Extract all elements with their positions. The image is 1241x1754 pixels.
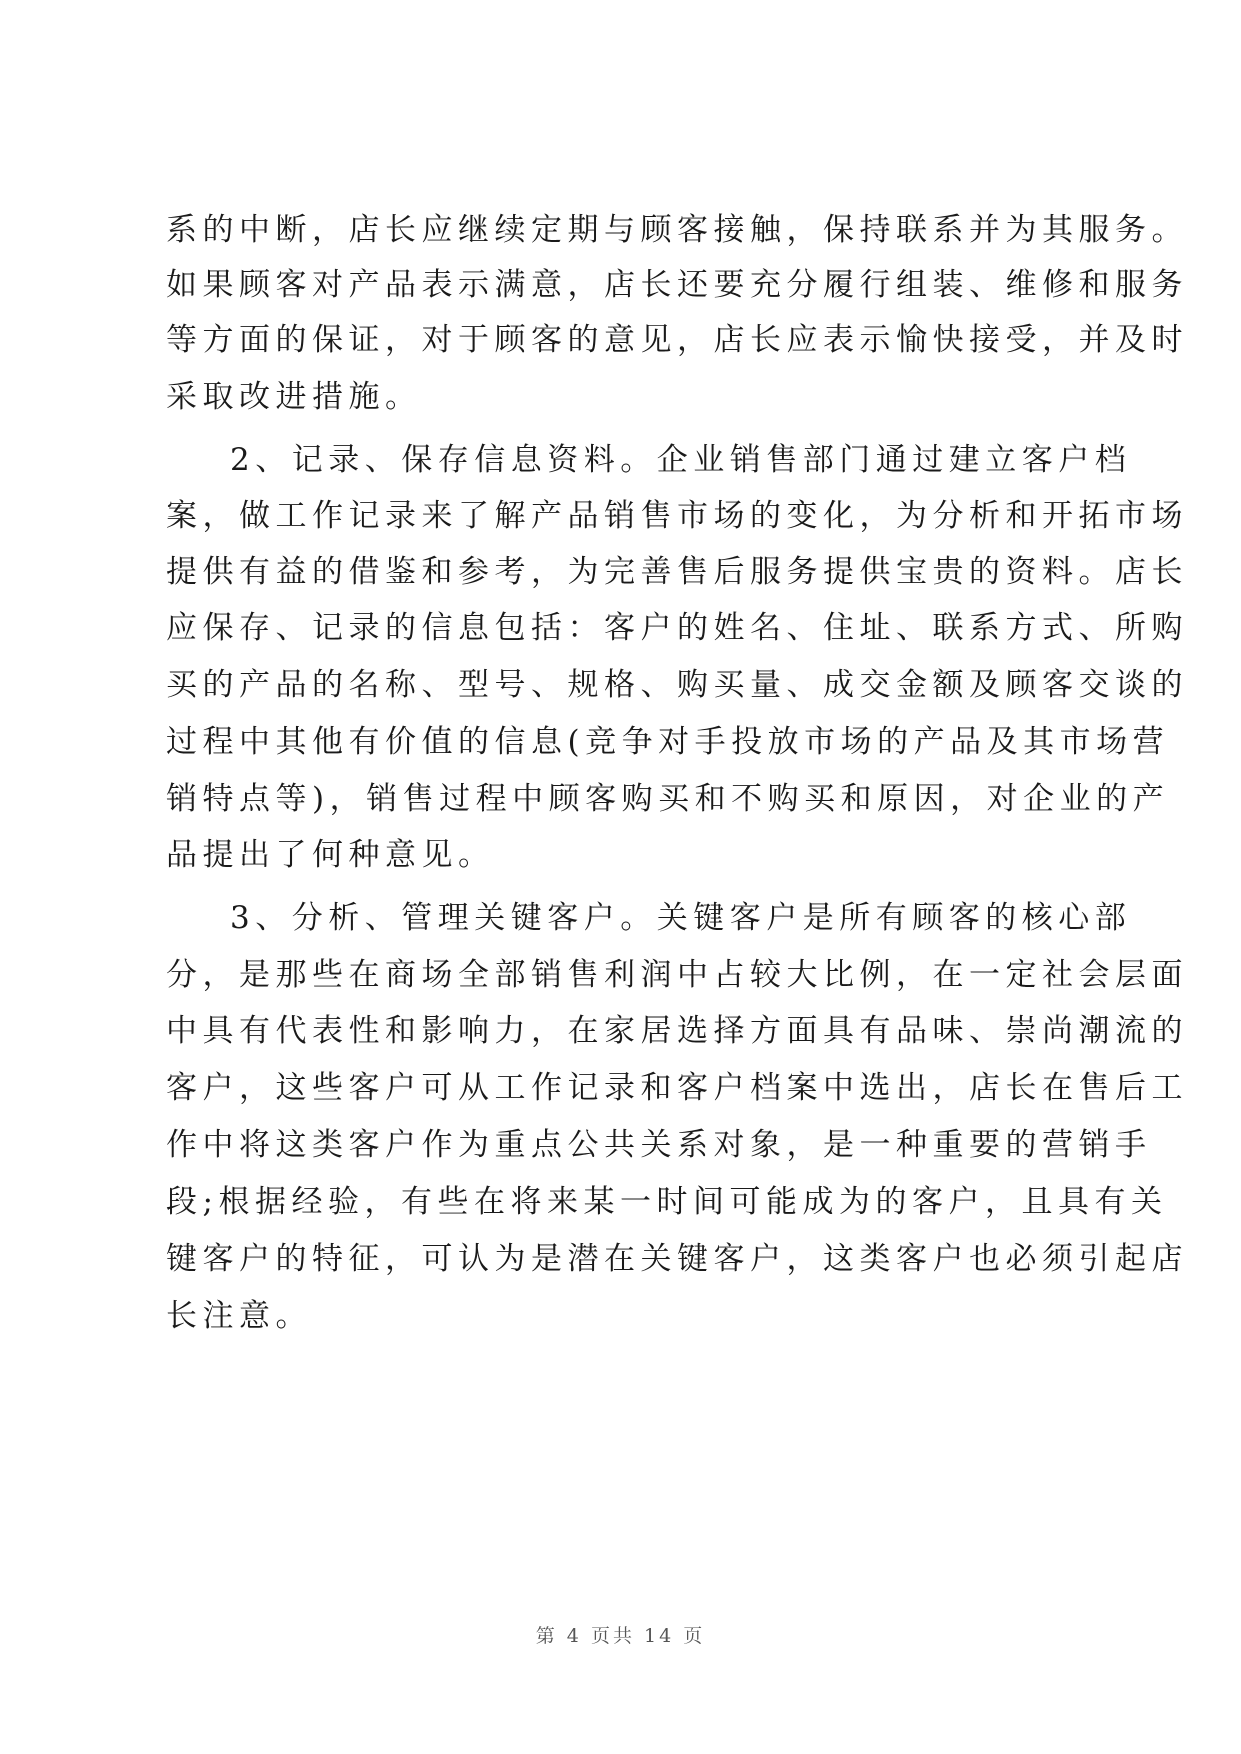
body-text-line: 销特点等)，销售过程中顾客购买和不购买和原因，对企业的产	[166, 781, 1170, 817]
footer-middle: 页共	[590, 1625, 635, 1647]
footer-prefix: 第	[535, 1625, 558, 1647]
body-text-line: 采取改进措施。	[166, 379, 422, 415]
body-text-line: 如果顾客对产品表示满意，店长还要充分履行组装、维修和服务	[166, 267, 1188, 303]
footer-total-pages: 14	[644, 1625, 675, 1647]
paragraph-3-heading-line: 3、分析、管理关键客户。关键客户是所有顾客的核心部	[230, 900, 1132, 936]
body-text-line: 案，做工作记录来了解产品销售市场的变化，为分析和开拓市场	[166, 498, 1188, 534]
body-text-line: 应保存、记录的信息包括：客户的姓名、住址、联系方式、所购	[166, 610, 1188, 646]
body-text-line: 品提出了何种意见。	[166, 837, 495, 873]
footer-suffix: 页	[683, 1625, 706, 1647]
body-text-line: 客户，这些客户可从工作记录和客户档案中选出，店长在售后工	[166, 1070, 1188, 1106]
body-text-line: 作中将这类客户作为重点公共关系对象，是一种重要的营销手	[166, 1127, 1152, 1163]
page-footer	[0, 1621, 1241, 1648]
body-text-line: 提供有益的借鉴和参考，为完善售后服务提供宝贵的资料。店长	[166, 554, 1188, 590]
body-text-line: 中具有代表性和影响力，在家居选择方面具有品味、崇尚潮流的	[166, 1013, 1188, 1049]
paragraph-2-heading-line: 2、记录、保存信息资料。企业销售部门通过建立客户档	[230, 442, 1132, 478]
footer-current-page: 4	[566, 1625, 582, 1647]
body-text-line: 段;根据经验，有些在将来某一时间可能成为的客户，且具有关	[166, 1184, 1168, 1220]
body-text-line: 键客户的特征，可认为是潜在关键客户，这类客户也必须引起店	[166, 1241, 1188, 1277]
body-text-line: 等方面的保证，对于顾客的意见，店长应表示愉快接受，并及时	[166, 322, 1188, 358]
body-text-line: 买的产品的名称、型号、规格、购买量、成交金额及顾客交谈的	[166, 667, 1188, 703]
body-text-line: 分，是那些在商场全部销售利润中占较大比例，在一定社会层面	[166, 957, 1188, 993]
body-text-line: 系的中断，店长应继续定期与顾客接触，保持联系并为其服务。	[166, 212, 1188, 248]
body-text-line: 过程中其他有价值的信息(竞争对手投放市场的产品及其市场营	[166, 724, 1170, 760]
body-text-line: 长注意。	[166, 1298, 312, 1334]
